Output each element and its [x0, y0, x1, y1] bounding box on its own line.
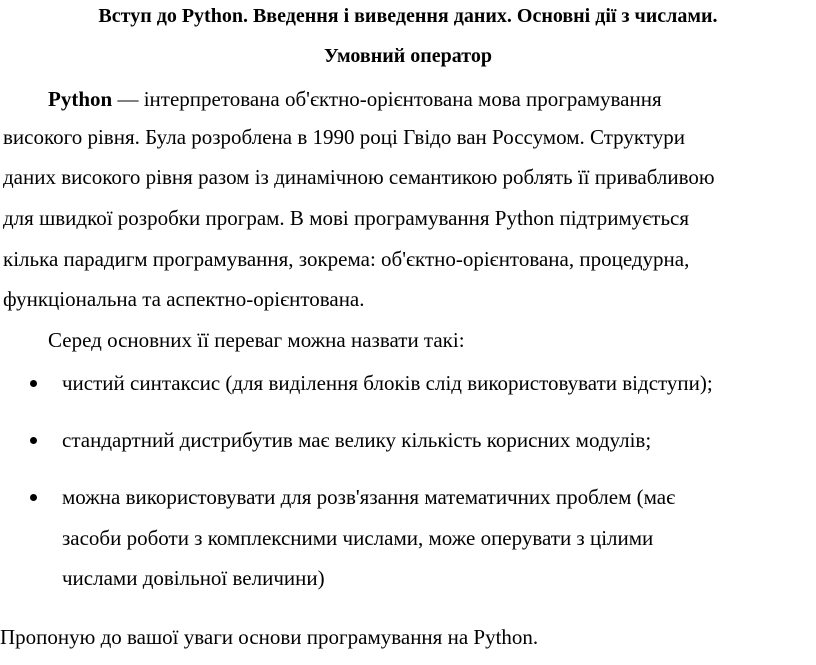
closing-paragraph: Пропоную до вашої уваги основи програмування на Python.: [0, 625, 539, 649]
intro-paragraph-line-1: [48, 86, 662, 112]
intro-term: Python: [48, 87, 113, 111]
list-item-text: стандартний дистрибутив має велику кількість корисних модулів;: [62, 428, 652, 452]
list-item-text: можна використовувати для розв'язання математичних проблем (має: [62, 485, 676, 509]
bullet-dot-icon: [30, 437, 37, 444]
list-item-text: засоби роботи з комплексними числами, може оперувати з цілими: [62, 526, 654, 550]
advantages-heading: Серед основних її переваг можна назвати такі:: [48, 328, 465, 352]
intro-paragraph-line-3: даних високого рівня разом із динамічною семантикою роблять її привабливою: [3, 165, 715, 189]
intro-paragraph-line-5: кілька парадигм програмування, зокрема: об'єктно-орієнтована, процедурна,: [3, 247, 690, 271]
list-item-text: числами довільної величини): [62, 566, 325, 590]
intro-paragraph-line-2: високого рівня. Була розроблена в 1990 році Гвідо ван Россумом. Структури: [3, 125, 685, 149]
bullet-dot-icon: [30, 494, 37, 501]
intro-line-1-text: — інтерпретована об'єктно-орієнтована мова програмування: [112, 87, 662, 111]
list-item-text: чистий синтаксис (для виділення блоків слід використовувати відступи);: [62, 371, 713, 395]
intro-paragraph-line-6: функціональна та аспектно-орієнтована.: [3, 287, 365, 311]
intro-paragraph-line-4: для швидкої розробки програм. В мові програмування Python підтримується: [3, 206, 690, 230]
bullet-dot-icon: [30, 380, 37, 387]
document-title-line-1: Вступ до Python. Введення і виведення даних. Основні дії з числами.: [98, 5, 718, 27]
document-title-line-2: Умовний оператор: [324, 45, 492, 67]
